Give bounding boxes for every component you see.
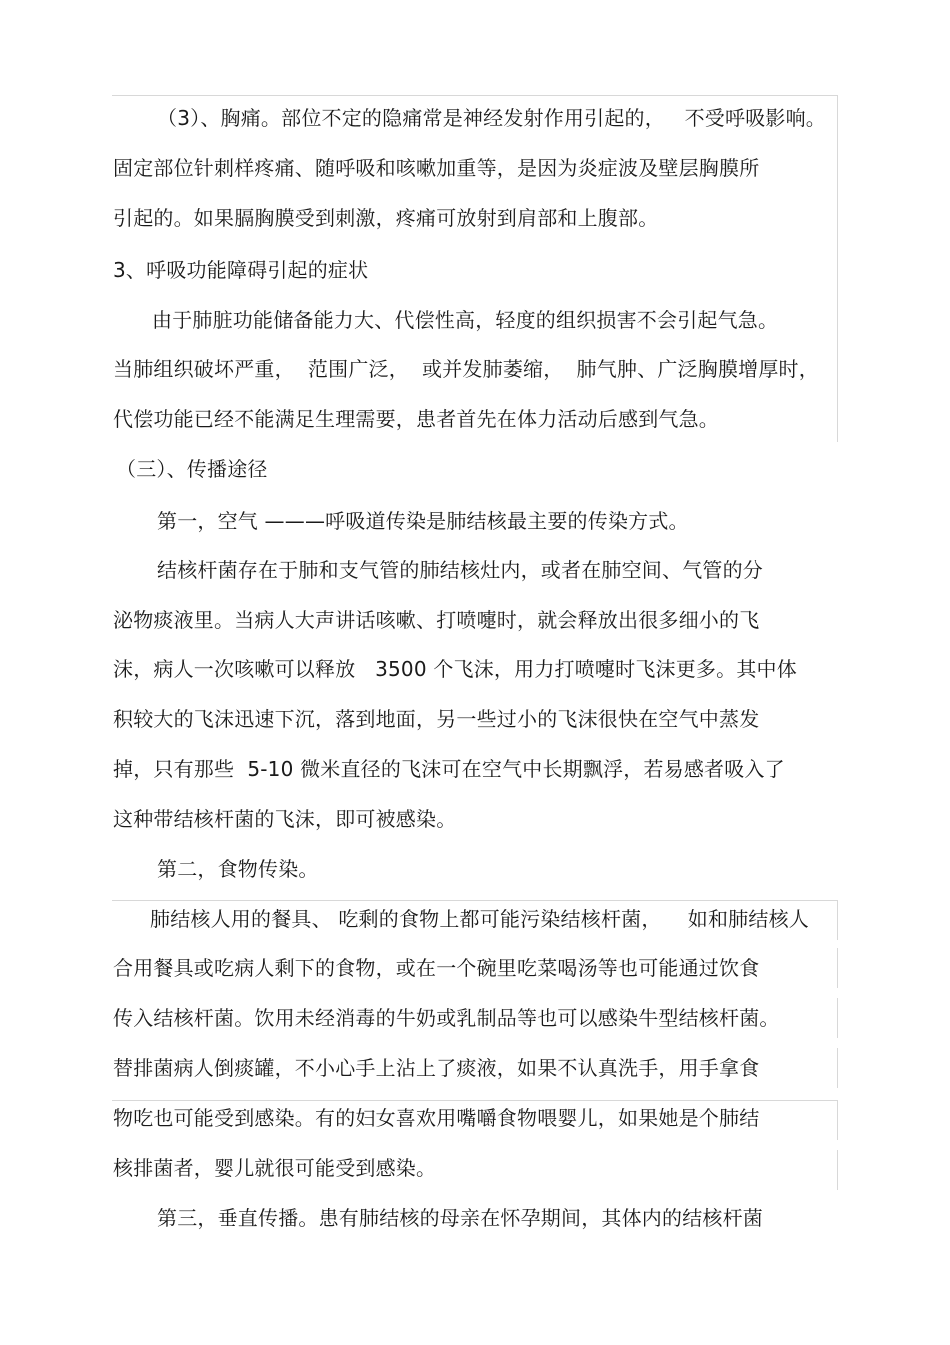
text-line: 代偿功能已经不能满足生理需要，患者首先在体力活动后感到气急。 (113, 407, 719, 431)
text-line: 传入结核杆菌。饮用未经消毒的牛奶或乳制品等也可以感染牛型结核杆菌。 (113, 1006, 780, 1030)
section-heading: （三）、传播途径 (116, 457, 268, 481)
text-line: 合用餐具或吃病人剩下的食物，或在一个碗里吃菜喝汤等也可能通过饮食 (113, 956, 760, 980)
text-line: 核排菌者，婴儿就很可能受到感染。 (113, 1156, 437, 1180)
text-line: 结核杆菌存在于肺和支气管的肺结核灶内，或者在肺空间、气管的分 (157, 558, 763, 582)
text-line: 沫，病人一次咳嗽可以释放 3500 个飞沫，用力打喷嚏时飞沫更多。其中体 (113, 657, 797, 681)
border-line-right-2 (837, 948, 838, 988)
text-line: 物吃也可能受到感染。有的妇女喜欢用嘴嚼食物喂婴儿，如果她是个肺结 (113, 1106, 760, 1130)
text-line: 第三，垂直传播。患有肺结核的母亲在怀孕期间，其体内的结核杆菌 (157, 1206, 763, 1230)
text-line: 肺结核人用的餐具、 吃剩的食物上都可能污染结核杆菌， 如和肺结核人 (150, 907, 809, 931)
border-line-lower (112, 1100, 838, 1101)
border-line-right-upper (837, 95, 838, 442)
text-line: 由于肺脏功能储备能力大、代偿性高，轻度的组织损害不会引起气急。 (152, 308, 779, 332)
section-heading: 3、呼吸功能障碍引起的症状 (113, 258, 369, 282)
text-line: 这种带结核杆菌的飞沫，即可被感染。 (113, 807, 457, 831)
border-line-right-5 (837, 1100, 838, 1140)
text-line: 积较大的飞沫迅速下沉，落到地面，另一些过小的飞沫很快在空气中蒸发 (113, 707, 760, 731)
text-line: 替排菌病人倒痰罐，不小心手上沾上了痰液，如果不认真洗手，用手拿食 (113, 1056, 760, 1080)
border-line-right-3 (837, 998, 838, 1038)
border-line-right-6 (837, 1150, 838, 1190)
border-line-right-1 (837, 900, 838, 940)
text-line: 第二，食物传染。 (157, 857, 319, 881)
border-line-right-4 (837, 1048, 838, 1088)
text-line: 掉，只有那些 5-10 微米直径的飞沫可在空气中长期飘浮，若易感者吸入了 (113, 757, 785, 781)
text-line: 固定部位针刺样疼痛、随呼吸和咳嗽加重等，是因为炎症波及壁层胸膜所 (113, 156, 760, 180)
border-line-top (112, 95, 838, 96)
text-line: 当肺组织破坏严重， 范围广泛， 或并发肺萎缩， 肺气肿、广泛胸膜增厚时， (113, 357, 819, 381)
text-line: 引起的。如果膈胸膜受到刺激，疼痛可放射到肩部和上腹部。 (113, 206, 659, 230)
text-line: 第一，空气 ———呼吸道传染是肺结核最主要的传染方式。 (157, 509, 689, 533)
text-line: （3）、胸痛。部位不定的隐痛常是神经发射作用引起的， 不受呼吸影响。 (157, 106, 826, 130)
border-line-middle (112, 900, 838, 901)
text-line: 泌物痰液里。当病人大声讲话咳嗽、打喷嚏时，就会释放出很多细小的飞 (113, 608, 760, 632)
